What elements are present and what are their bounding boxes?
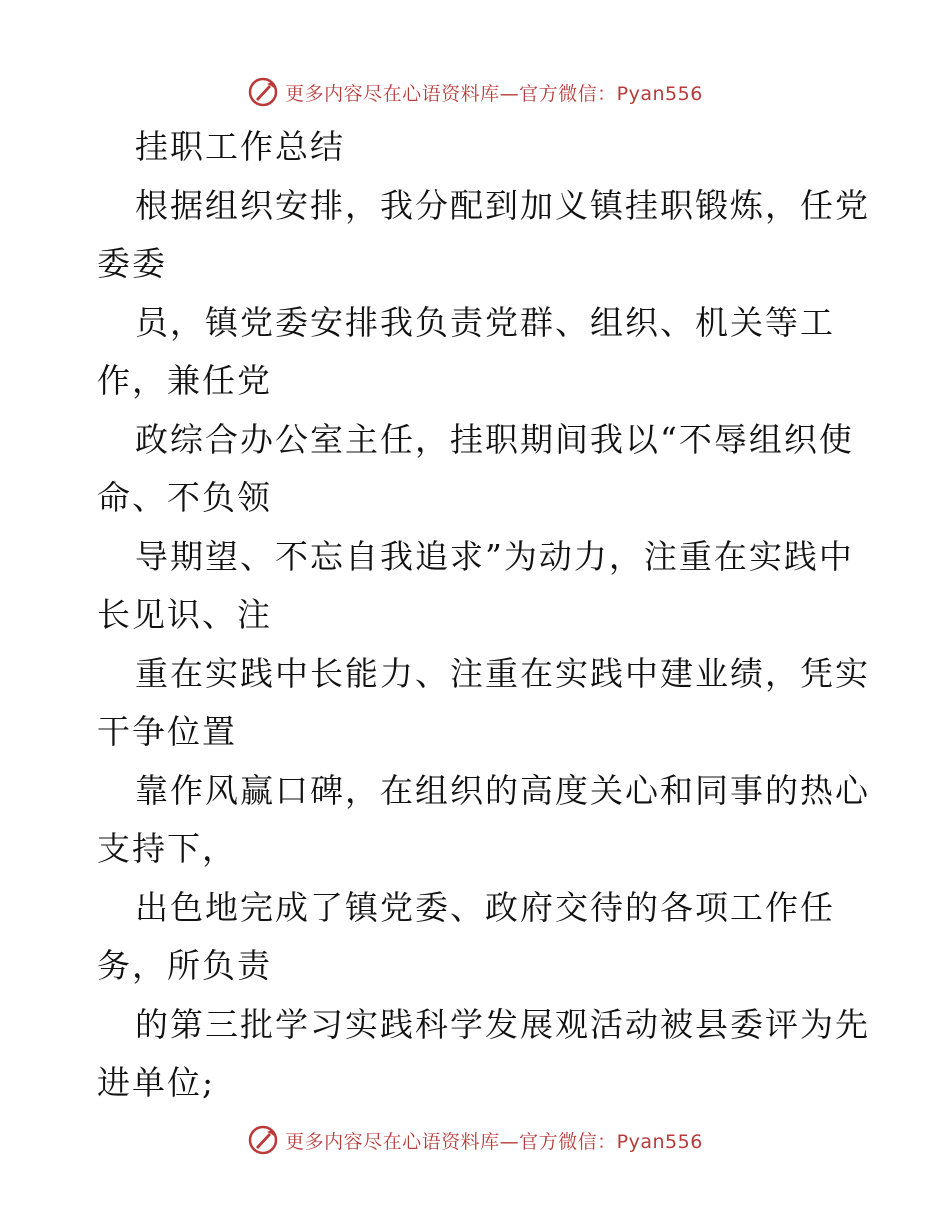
text-line: 作，兼任党 [97, 361, 272, 400]
text-line: 员，镇党委安排我负责党群、组织、机关等工 [135, 302, 835, 342]
text-line: 靠作风赢口碑，在组织的高度关心和同事的热心 [135, 770, 870, 810]
document-body [97, 118, 870, 1113]
watermark-text: 更多内容尽在心语资料库—官方微信：Pyan556 [285, 1130, 703, 1153]
footer-watermark-banner [0, 1120, 950, 1160]
text-line: 进单位; [97, 1063, 216, 1102]
text-line: 重在实践中长能力、注重在实践中建业绩，凭实 [135, 653, 870, 693]
text-line: 命、不负领 [97, 478, 272, 517]
text-line: 支持下， [97, 829, 237, 868]
header-watermark-banner [0, 72, 950, 112]
quill-pen-logo-icon [247, 1124, 279, 1156]
document-title: 挂职工作总结 [135, 127, 345, 166]
text-line: 干争位置 [97, 712, 237, 751]
text-line: 出色地完成了镇党委、政府交待的各项工作任 [135, 887, 835, 927]
text-line: 政综合办公室主任，挂职期间我以“不辱组织使 [135, 419, 854, 459]
quill-pen-logo-icon [247, 76, 279, 108]
text-line: 根据组织安排，我分配到加义镇挂职锻炼，任党 [135, 185, 870, 225]
text-line: 长见识、注 [97, 595, 272, 634]
text-line: 的第三批学习实践科学发展观活动被县委评为先 [135, 1004, 870, 1044]
text-line: 委委 [97, 244, 167, 283]
text-line: 导期望、不忘自我追求”为动力，注重在实践中 [135, 536, 854, 576]
text-line: 务，所负责 [97, 946, 272, 985]
watermark-text: 更多内容尽在心语资料库—官方微信：Pyan556 [285, 82, 703, 105]
